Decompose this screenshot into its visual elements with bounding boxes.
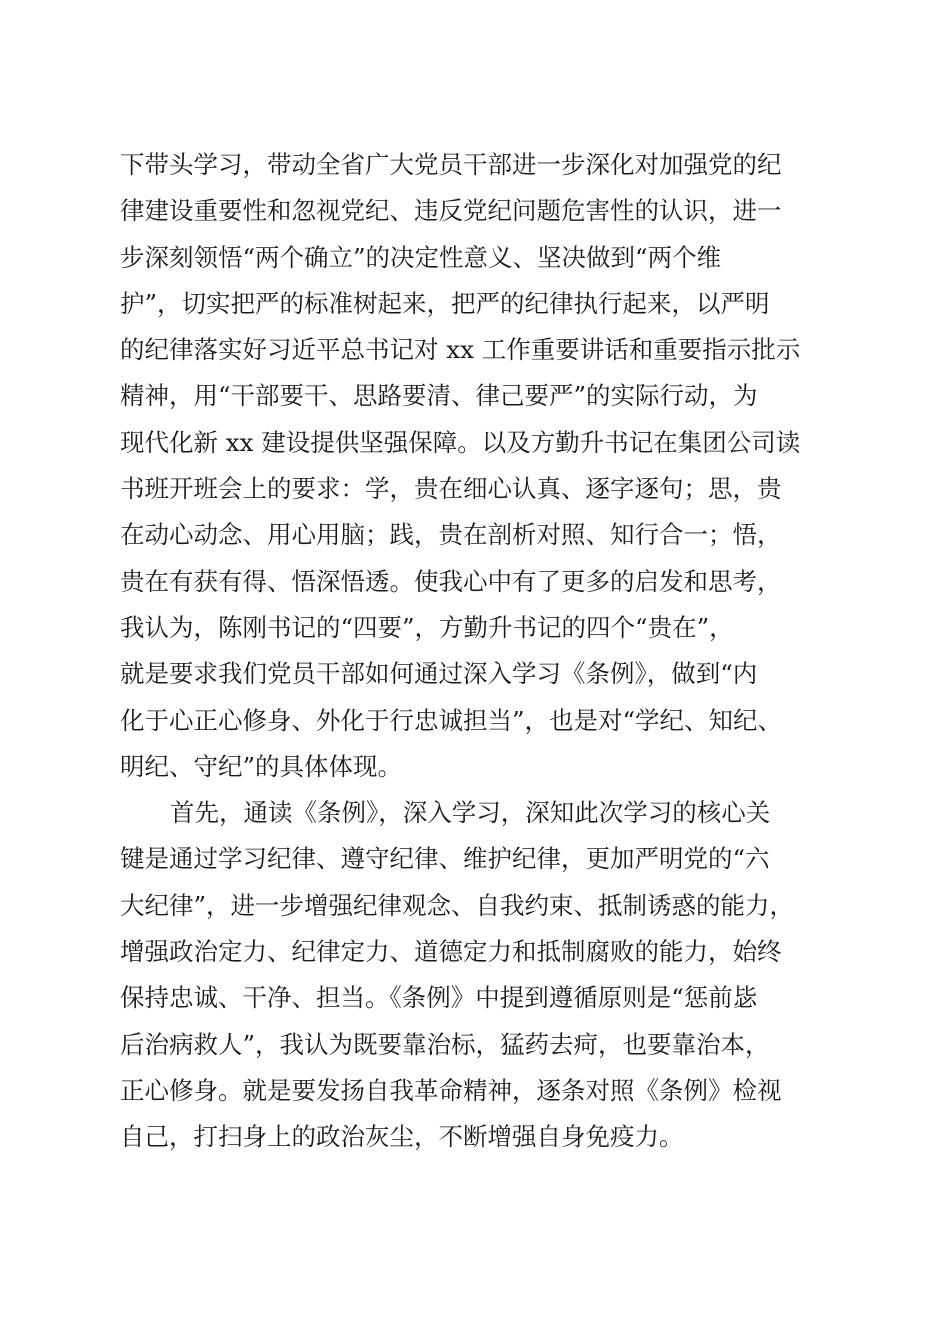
paragraph-line: 后治病救人”，我认为既要靠治标，猛药去疴，也要靠治本， <box>120 1029 770 1059</box>
paragraph-line: 精神，用“干部要干、思路要清、律己要严”的实际行动，为 <box>120 381 758 411</box>
paragraph-line: 护”，切实把严的标准树起来，把严的纪律执行起来，以严明 <box>120 288 770 318</box>
paragraph-line: 书班开班会上的要求：学，贵在细心认真、逐字逐句；思，贵 <box>120 474 782 504</box>
paragraph-line: 我认为，陈刚书记的“四要”，方勤升书记的四个“贵在”， <box>120 612 734 642</box>
paragraph-line: 化于心正心修身、外化于行忠诚担当”，也是对“学纪、知纪、 <box>120 705 783 735</box>
paragraph-line: 现代化新 xx 建设提供坚强保障。以及方勤升书记在集团公司读 <box>120 427 801 457</box>
paragraph-line: 正心修身。就是要发扬自我革命精神，逐条对照《条例》检视 <box>120 1075 782 1105</box>
paragraph-line: 的纪律落实好习近平总书记对 xx 工作重要讲话和重要指示批示 <box>120 335 801 365</box>
paragraph-line: 步深刻领悟“两个确立”的决定性意义、坚决做到“两个维 <box>120 242 722 272</box>
paragraph-line: 下带头学习，带动全省广大党员干部进一步深化对加强党的纪 <box>120 150 782 179</box>
paragraph-line: 首先，通读《条例》，深入学习，深知此次学习的核心关 <box>170 798 771 828</box>
paragraph-line: 增强政治定力、纪律定力、道德定力和抵制腐败的能力，始终 <box>120 937 782 967</box>
paragraph-line: 明纪、守纪”的具体体现。 <box>120 751 403 781</box>
paragraph-1 <box>120 142 850 790</box>
paragraph-line: 保持忠诚、干净、担当。《条例》中提到遵循原则是“惩前毖 <box>120 983 758 1013</box>
paragraph-line: 大纪律”，进一步增强纪律观念、自我约束、抵制诱惑的能力， <box>120 890 795 920</box>
paragraph-line: 键是通过学习纪律、遵守纪律、维护纪律，更加严明党的“六 <box>120 844 770 874</box>
document-body <box>120 142 850 1161</box>
paragraph-line: 在动心动念、用心用脑；践，贵在剖析对照、知行合一；悟， <box>120 520 782 550</box>
paragraph-line: 自己，打扫身上的政治灰尘，不断增强自身免疫力。 <box>120 1122 684 1152</box>
paragraph-line: 就是要求我们党员干部如何通过深入学习《条例》，做到“内 <box>120 659 758 689</box>
paragraph-2 <box>120 790 850 1160</box>
paragraph-line: 贵在有获有得、悟深悟透。使我心中有了更多的启发和思考， <box>120 566 782 596</box>
paragraph-line: 律建设重要性和忽视党纪、违反党纪问题危害性的认识，进一 <box>120 196 782 226</box>
